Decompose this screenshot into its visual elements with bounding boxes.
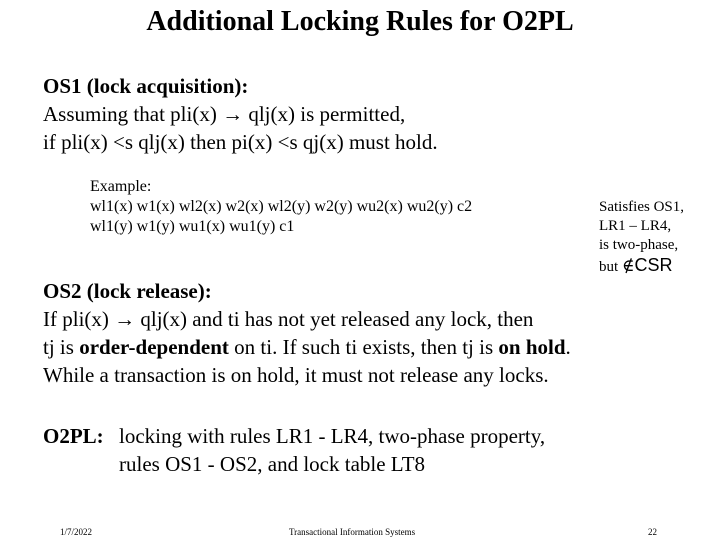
o2pl-line-2: rules OS1 - OS2, and lock table LT8 <box>119 452 426 476</box>
os1-line-1: Assuming that pli(x) → qlj(x) is permitted, <box>43 102 406 126</box>
example-schedule-line-1: wl1(x) w1(x) wl2(x) w2(x) wl2(y) w2(y) wu2(x) wu2(y) c2 <box>90 198 473 215</box>
os1-block <box>43 72 438 156</box>
os2-line-1: If pli(x) → qlj(x) and ti has not yet released any lock, then <box>43 307 534 331</box>
os2-heading: OS2 (lock release): <box>43 279 212 303</box>
o2pl-line-1: O2PL: locking with rules LR1 - LR4, two-phase property, <box>43 424 546 448</box>
side-note <box>599 198 684 277</box>
order-dependent-term: order-dependent <box>79 335 229 359</box>
os2-line-3: While a transaction is on hold, it must not release any locks. <box>43 363 549 387</box>
footer-date: 1/7/2022 <box>60 527 93 537</box>
side-note-but: but <box>599 259 622 275</box>
side-note-line-1: Satisfies OS1, <box>599 199 685 215</box>
os1-heading: OS1 (lock acquisition): <box>43 74 249 98</box>
side-note-line-2: LR1 – LR4, <box>599 218 672 234</box>
on-hold-term: on hold <box>498 335 566 359</box>
o2pl-label: O2PL: <box>43 424 104 448</box>
os2-line-2: tj is order-dependent on ti. If such ti exists, then tj is on hold. <box>43 335 571 359</box>
footer-page-number: 22 <box>648 527 657 537</box>
csr-label: CSR <box>634 255 673 275</box>
side-note-line-3: is two-phase, <box>599 237 679 253</box>
example-block <box>90 177 472 237</box>
slide-title: Additional Locking Rules for O2PL <box>146 6 574 37</box>
o2pl-block <box>43 422 545 478</box>
not-element-of-symbol: ∉ <box>621 256 635 275</box>
side-note-line-4 <box>599 256 684 277</box>
footer-book-title: Transactional Information Systems <box>289 527 416 537</box>
os2-block <box>43 277 571 389</box>
example-label: Example: <box>90 178 152 195</box>
example-schedule-line-2: wl1(y) w1(y) wu1(x) wu1(y) c1 <box>90 218 295 235</box>
os1-line-2: if pli(x) <s qlj(x) then pi(x) <s qj(x) must hold. <box>43 130 438 154</box>
